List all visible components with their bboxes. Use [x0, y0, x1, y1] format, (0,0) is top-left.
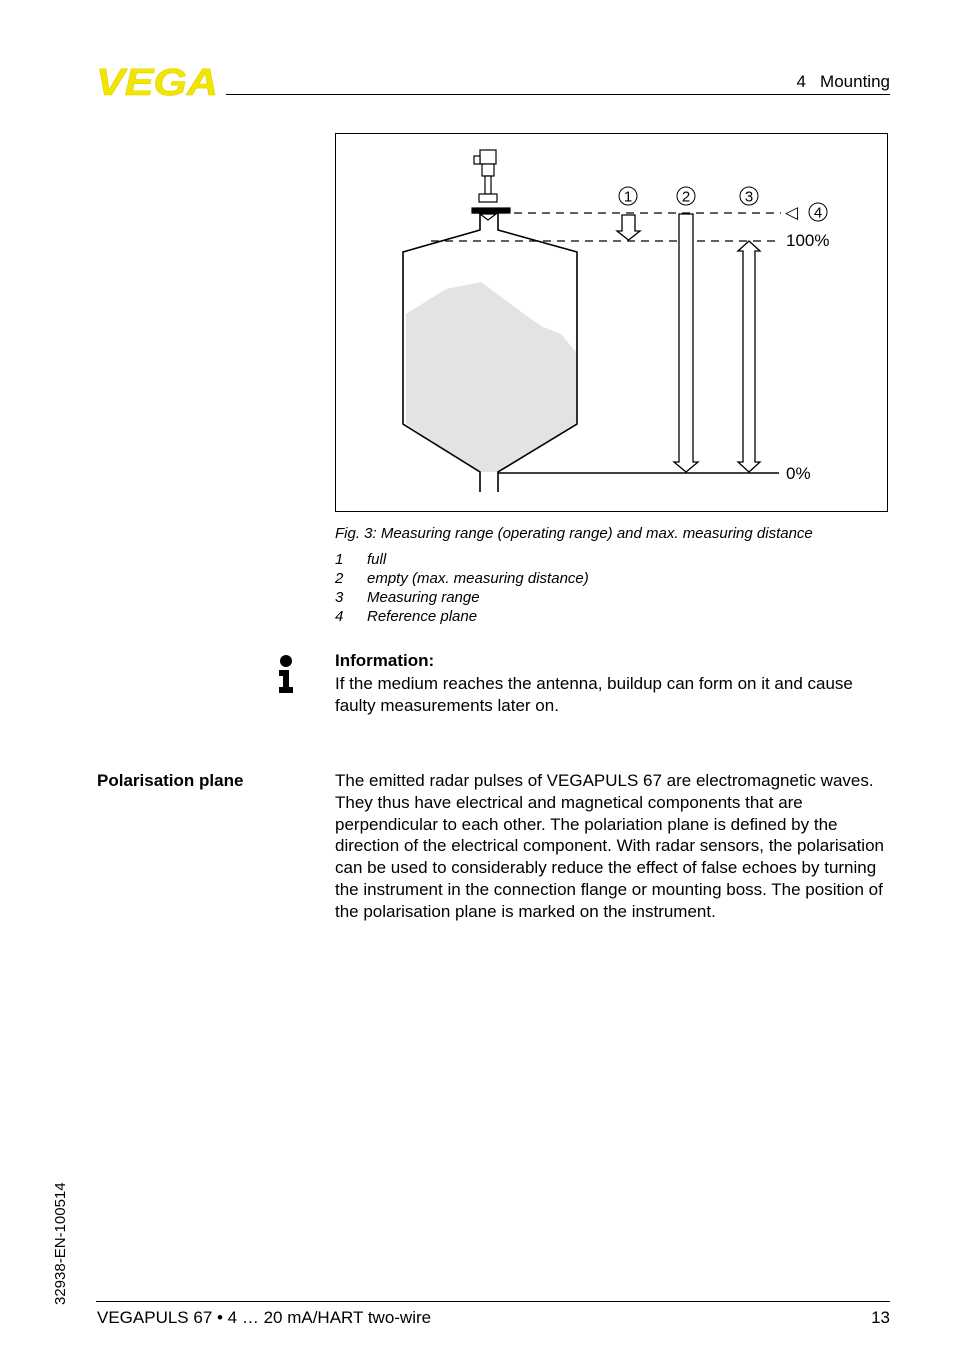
level-label-0: 0% — [786, 464, 811, 483]
header-section-title: 4 Mounting — [796, 72, 890, 91]
callout-1: 1 — [623, 188, 633, 206]
legend-number: 4 — [335, 608, 344, 625]
footer-rule — [96, 1301, 890, 1302]
measuring-range-arrow — [738, 241, 760, 472]
logo-text: VEGA — [96, 64, 218, 98]
document-code: 32938-EN-100514 — [52, 1182, 69, 1305]
legend-number: 3 — [335, 589, 344, 606]
legend-number: 1 — [335, 551, 344, 568]
measuring-range-diagram — [336, 134, 889, 513]
legend-text: Measuring range — [367, 589, 480, 606]
material-cone-fill — [406, 419, 576, 472]
callout-4: 4 — [813, 204, 823, 222]
figure-legend — [335, 550, 589, 626]
footer-product: VEGAPULS 67 • 4 … 20 mA/HART two-wire — [97, 1308, 432, 1327]
vega-logo — [96, 64, 220, 98]
polarisation-text: The emitted radar pulses of VEGAPULS 67 are electromagnetic waves. They thus have electrical and magnetical components that are perpendicular to each other. The polariation plane is defined by the direction of the electrical component. With radar sensors, the polarisation can be used to considerably reduce the effect of false echoes by turning the instrument in the connection flange or mounting boss. The position of the polarisation plane is marked on the instrument. — [335, 771, 884, 921]
material-fill — [406, 282, 576, 419]
legend-item — [335, 550, 589, 569]
callout-3: 3 — [744, 188, 754, 206]
legend-item — [335, 607, 589, 626]
callout-2: 2 — [681, 188, 691, 206]
legend-text: full — [367, 551, 387, 568]
page-number: 13 — [871, 1308, 890, 1327]
legend-number: 2 — [335, 570, 344, 587]
level-label-100: 100% — [786, 231, 830, 250]
legend-text: empty (max. measuring distance) — [367, 570, 589, 587]
info-icon — [276, 654, 296, 694]
header-rule — [226, 94, 890, 95]
legend-item — [335, 588, 589, 607]
reference-marker-icon: ◁ — [785, 203, 799, 223]
information-title: Information: — [335, 651, 435, 670]
information-text: If the medium reaches the antenna, buildup can form on it and cause faulty measurements later on. — [335, 674, 853, 715]
polarisation-heading: Polarisation plane — [97, 771, 244, 790]
figure-caption: Fig. 3: Measuring range (operating range) and max. measuring distance — [335, 525, 813, 542]
max-distance-arrow — [674, 214, 698, 472]
radar-sensor — [472, 150, 510, 220]
legend-text: Reference plane — [367, 608, 478, 625]
full-arrow — [617, 215, 640, 240]
measuring-range-figure — [335, 133, 888, 512]
legend-item — [335, 569, 589, 588]
